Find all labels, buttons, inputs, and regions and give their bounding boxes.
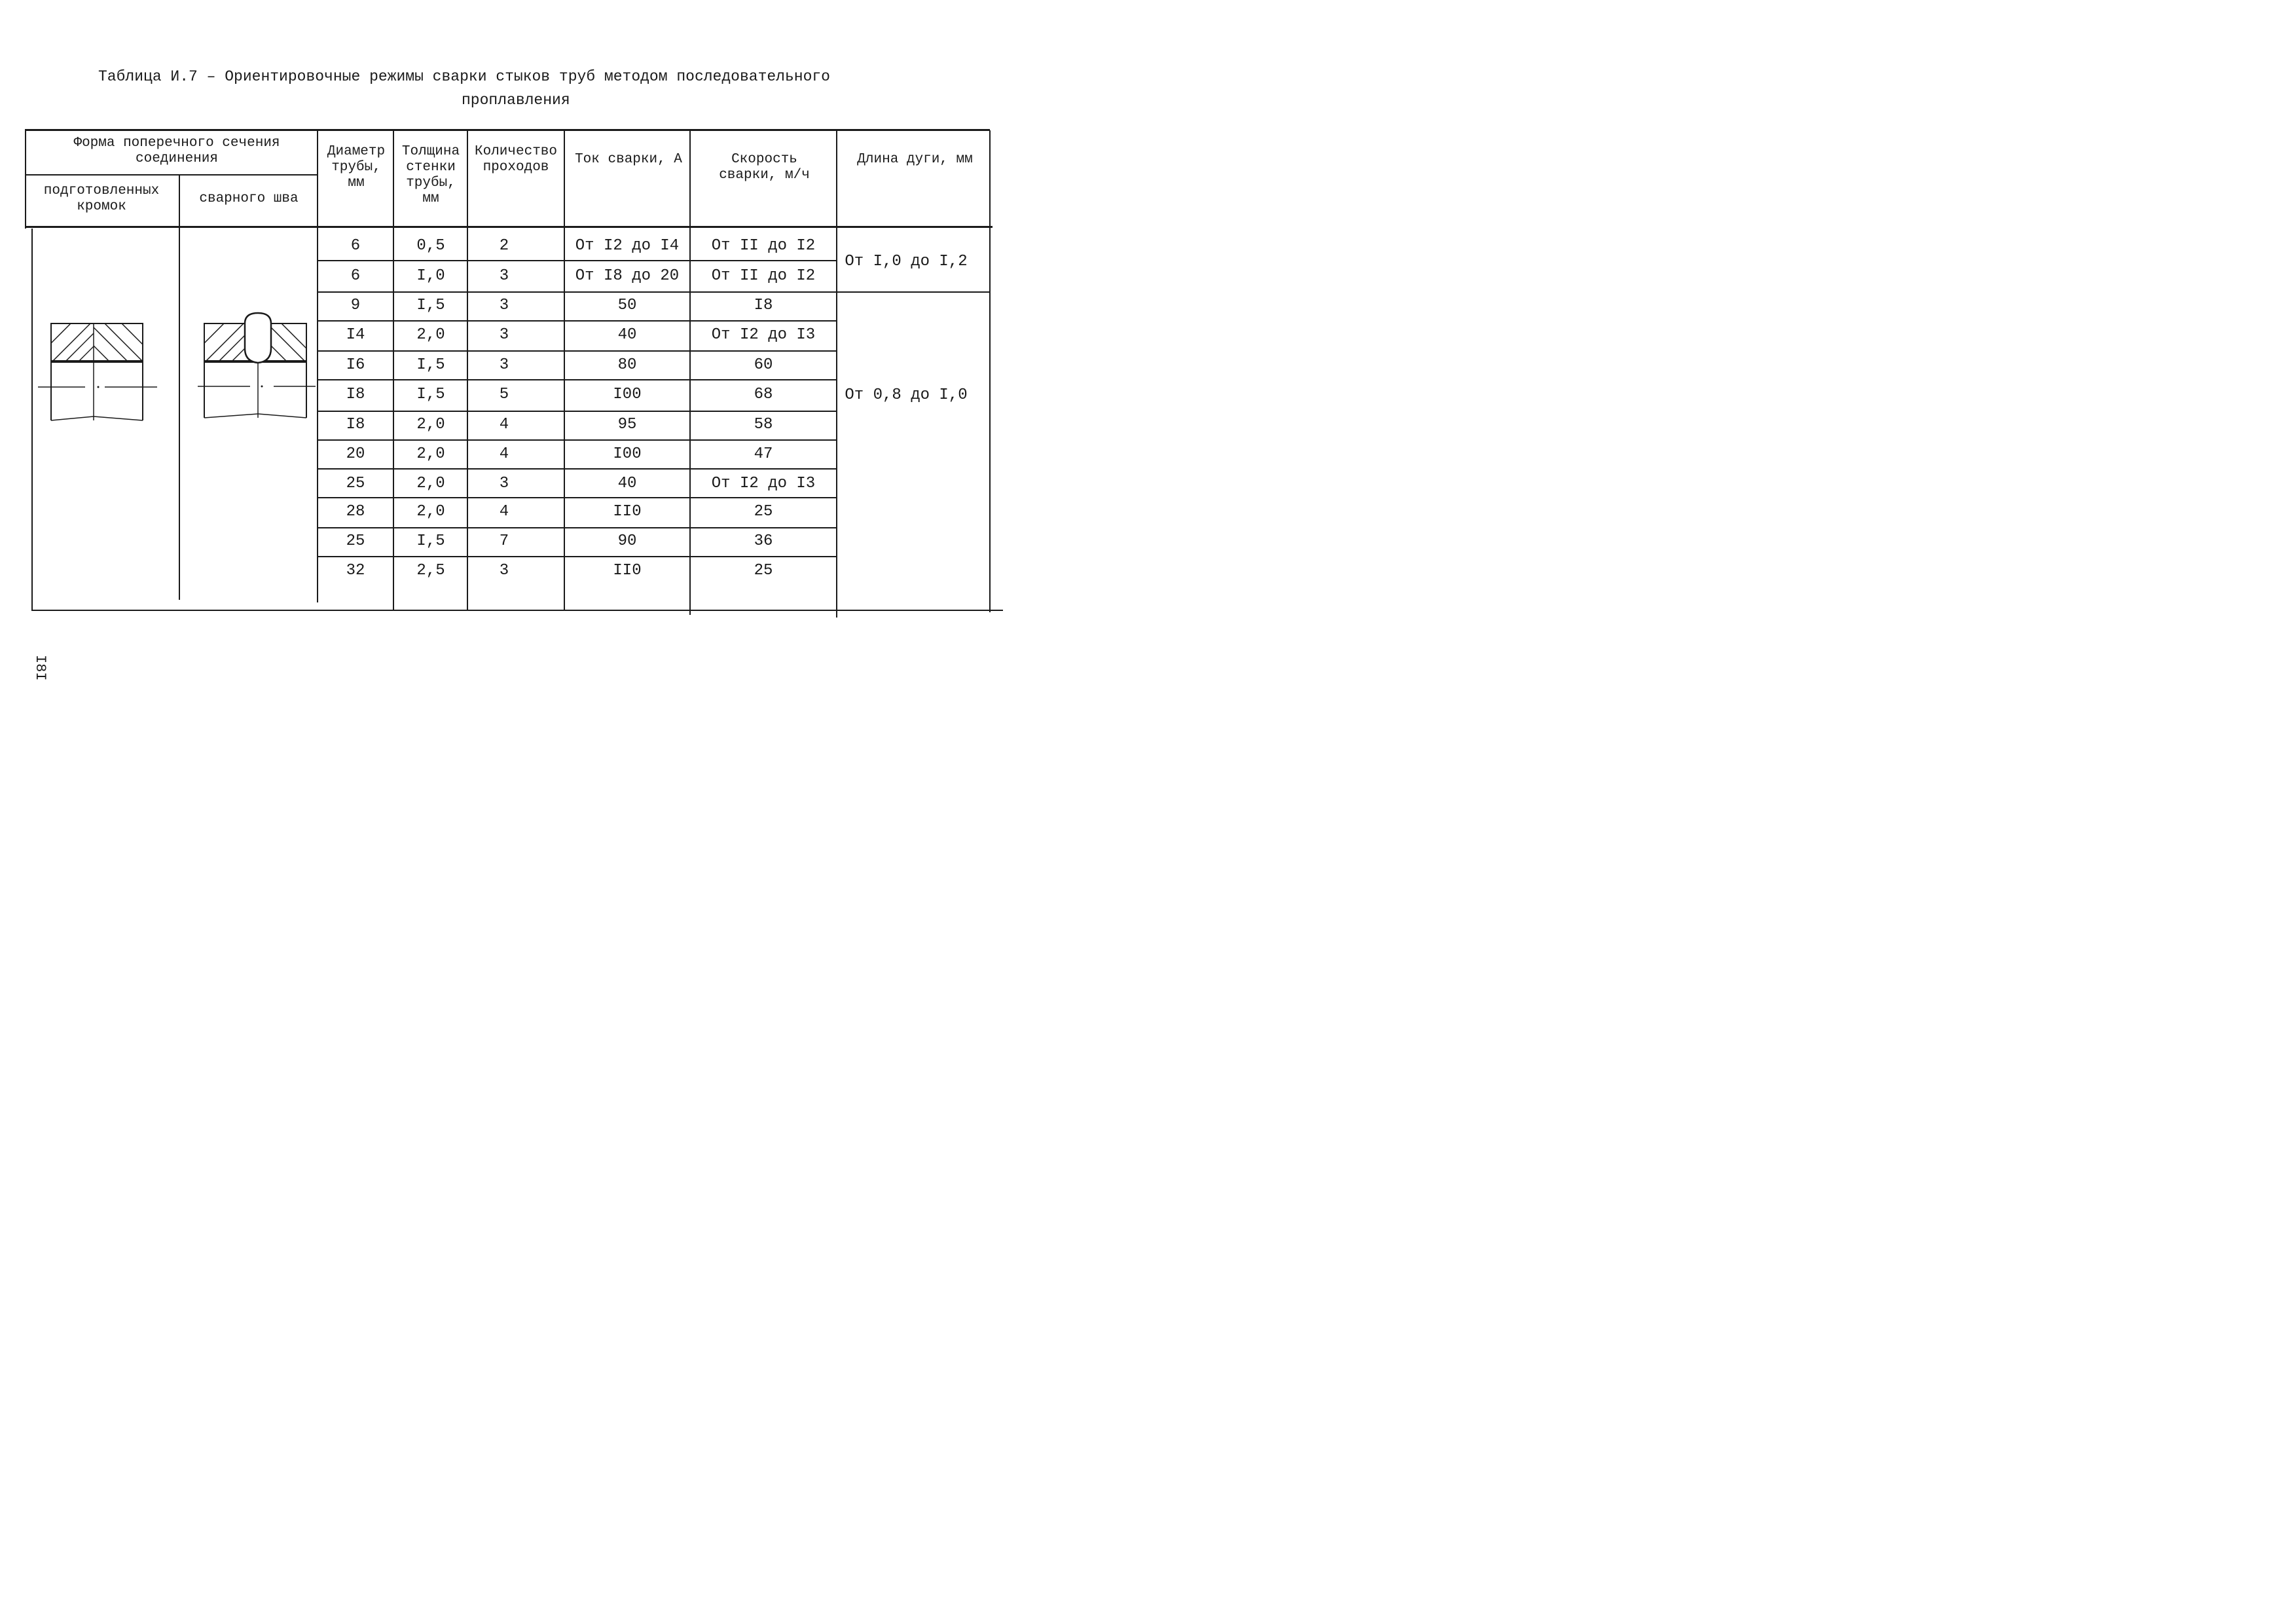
cell-speed: 36	[754, 532, 773, 550]
header-current: Ток сварки, А	[575, 152, 682, 167]
header-prepared-edges: подготовленных кромок	[43, 183, 160, 214]
cell-passes: 3	[499, 562, 509, 580]
header-shape: Форма поперечного сечения соединения	[73, 136, 280, 166]
cell-current: 90	[617, 532, 637, 550]
cell-thickness: 2,5	[416, 562, 445, 580]
cell-passes: 4	[499, 445, 509, 463]
cell-speed: 25	[754, 503, 773, 521]
cell-speed: От II до I2	[711, 237, 816, 255]
cell-passes: 5	[499, 386, 509, 403]
cell-thickness: 2,0	[416, 445, 445, 463]
arc-group-1: От I,0 до I,2	[845, 253, 968, 270]
cell-diameter: 25	[346, 532, 365, 550]
arc-group-2: От 0,8 до I,0	[845, 386, 968, 404]
cell-diameter: I4	[346, 326, 365, 344]
cell-speed: I8	[754, 297, 773, 314]
cell-speed: От I2 до I3	[711, 326, 816, 344]
prepared-edges-drawing	[33, 314, 164, 426]
header-arc-length: Длина дуги, мм	[857, 152, 973, 167]
cell-current: 95	[617, 416, 637, 434]
cell-diameter: 25	[346, 475, 365, 492]
table-title-line1: Таблица И.7 – Ориентировочные режимы сварки стыков труб методом последовательного	[98, 68, 830, 85]
cell-passes: 3	[499, 326, 509, 344]
cell-thickness: 0,5	[416, 237, 445, 255]
cell-passes: 4	[499, 503, 509, 521]
cell-speed: 58	[754, 416, 773, 434]
cell-diameter: 20	[346, 445, 365, 463]
weld-seam-drawing	[190, 308, 321, 426]
cell-thickness: 2,0	[416, 326, 445, 344]
cell-thickness: I,5	[416, 297, 445, 314]
cell-passes: 3	[499, 475, 509, 492]
cell-thickness: 2,0	[416, 475, 445, 492]
cell-thickness: 2,0	[416, 503, 445, 521]
cell-speed: 47	[754, 445, 773, 463]
cell-current: 80	[617, 356, 637, 374]
table-title-line2: проплавления	[462, 92, 570, 109]
cell-speed: 60	[754, 356, 773, 374]
cell-passes: 4	[499, 416, 509, 434]
cell-current: I00	[613, 386, 642, 403]
cell-current: 40	[617, 326, 637, 344]
cell-diameter: I8	[346, 386, 365, 403]
cell-current: I00	[613, 445, 642, 463]
cell-current: От I8 до 20	[575, 267, 680, 285]
cell-diameter: 9	[350, 297, 361, 314]
cell-diameter: 6	[350, 267, 361, 285]
header-thickness: Толщина стенки трубы, мм	[401, 144, 460, 206]
cell-current: II0	[613, 562, 642, 580]
cell-thickness: I,5	[416, 356, 445, 374]
cell-speed: 25	[754, 562, 773, 580]
cell-speed: От II до I2	[711, 267, 816, 285]
cell-passes: 3	[499, 297, 509, 314]
cell-thickness: I,5	[416, 386, 445, 403]
cell-thickness: I,0	[416, 267, 445, 285]
cell-diameter: I6	[346, 356, 365, 374]
cell-diameter: 32	[346, 562, 365, 580]
cell-diameter: I8	[346, 416, 365, 434]
cell-current: II0	[613, 503, 642, 521]
cell-diameter: 6	[350, 237, 361, 255]
cell-diameter: 28	[346, 503, 365, 521]
cell-thickness: I,5	[416, 532, 445, 550]
cell-passes: 3	[499, 356, 509, 374]
cell-passes: 7	[499, 532, 509, 550]
cell-passes: 2	[499, 237, 509, 255]
page-number: I8I	[32, 655, 48, 681]
cell-passes: 3	[499, 267, 509, 285]
cell-speed: 68	[754, 386, 773, 403]
header-passes: Количество проходов	[474, 144, 558, 175]
cell-thickness: 2,0	[416, 416, 445, 434]
cell-speed: От I2 до I3	[711, 475, 816, 492]
header-diameter: Диаметр трубы, мм	[327, 144, 386, 191]
header-speed: Скорость сварки, м/ч	[719, 152, 810, 183]
cell-current: От I2 до I4	[575, 237, 680, 255]
cell-current: 50	[617, 297, 637, 314]
header-weld-seam: сварного шва	[199, 191, 299, 206]
cell-current: 40	[617, 475, 637, 492]
